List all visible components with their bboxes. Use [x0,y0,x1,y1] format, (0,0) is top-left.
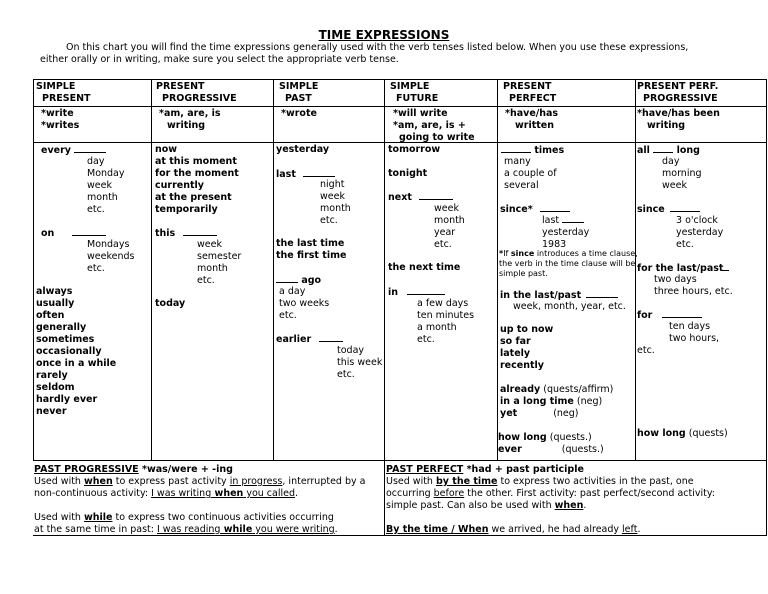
next-label: next [388,191,453,204]
earlier-label: earlier [276,333,343,346]
header-simple-future: SIMPLE FUTURE [390,81,439,104]
this-label: this [155,227,217,240]
since-label: since* [500,203,570,216]
form-simple-future: *will write *am, are, is + going to write [393,108,475,143]
form-present-perfect: *have/has written [505,108,559,131]
header-simple-past: SIMPLE PAST [279,81,319,104]
how-long-row: how long (quests.) [498,432,592,443]
since-list: last yesterday 1983 [542,215,590,250]
the-next-time: the next time [388,262,461,273]
tomorrow-label: tomorrow [388,144,441,155]
header-present-perfect: PRESENT PERFECT [503,81,557,104]
grid-line [766,79,767,461]
header-simple-present: SIMPLE PRESENT [36,81,91,104]
grid-line [33,79,767,80]
tense-chart [33,79,767,461]
past-tenses-section [33,461,767,537]
form-present-perf-progressive: *have/has been writing [637,108,720,131]
last-label: last [276,168,335,181]
page-title: TIME EXPRESSIONS [318,28,450,42]
next-list: week month year etc. [434,203,465,250]
for-the-last-list: two days three hours, etc. [654,274,733,297]
intro-line-2: either orally or in writing, make sure you select the appropriate verb tense. [40,54,399,65]
in-list: a few days ten minutes a month etc. [417,298,475,345]
for-list: ten days two hours, [669,321,720,344]
form-simple-present: *write *writes [41,108,80,131]
times-label: times [501,144,564,157]
tonight-label: tonight [388,168,428,179]
ago-label: ago [276,274,321,287]
on-list: Mondays weekends etc. [87,239,135,274]
all-long-label: all long [637,145,700,156]
all-list: day morning week [662,156,702,191]
past-perfect-line-1: Used with by the time to express two activities in the past, one [386,476,694,487]
intro-line-1: On this chart you will find the time expressions generally used with the verb tenses listed below. When you use these expressions, [66,42,689,53]
times-list: many a couple of several [504,156,557,191]
last-list: night week month etc. [320,179,351,226]
past-perfect-heading: PAST PERFECT *had + past participle [386,464,584,475]
grid-line [497,79,498,461]
ever-row: ever (quests.) [498,444,604,455]
form-present-progressive: *am, are, is writing [159,108,221,131]
past-progressive-line-4: at the same time in past: I was reading while you were writing. [34,524,338,535]
header-present-perf-progressive: PRESENT PERF. PROGRESSIVE [637,81,719,104]
past-progressive-heading: PAST PROGRESSIVE *was/were + -ing [34,464,233,475]
since-note: *If since introduces a time clause, the verb in the time clause will be simple past. [499,249,638,278]
since-label-perf-prog: since [637,203,700,216]
past-perfect-line-2: occurring before the other. First activity: past perfect/second activity: [386,488,715,499]
in-label: in [388,286,445,299]
past-progressive-line-1: Used with when to express past activity in progress, interrupted by a [34,476,366,487]
intro-text [40,42,736,66]
present-progressive-expressions: now at this moment for the moment currently at the present temporarily [155,144,239,215]
in-the-last-items: week, month, year, etc. [513,301,626,312]
grid-line [384,461,385,536]
ago-list: a day two weeks etc. [279,286,330,321]
header-present-progressive: PRESENT PROGRESSIVE [156,81,237,104]
form-simple-past: *wrote [281,108,317,119]
past-progressive-line-3: Used with while to express two continuous activities occurring [34,512,334,523]
grid-line [33,79,34,461]
this-list: week semester month etc. [197,239,242,286]
today-label: today [155,298,186,309]
long-time-row: in a long time (neg) [500,396,603,407]
grid-line [766,461,767,536]
for-etc: etc. [637,345,655,356]
frequency-adverbs: always usually often generally sometimes occasionally once in a while rarely seldom hardly ever never [36,286,117,417]
past-perfect-line-3: simple past. Can also be used with when. [386,500,587,511]
earlier-list: today this week etc. [337,345,383,380]
in-the-last-label: in the last/past [500,289,618,302]
for-the-last-label: for the last/past [637,262,729,275]
every-list: day Monday week month etc. [87,156,125,215]
already-row: already (quests/affirm) [500,384,614,395]
past-perfect-line-4: By the time / When we arrived, he had already left. [386,524,641,535]
grid-line [384,79,385,461]
how-long-row-perf-prog: how long (quests) [637,428,728,439]
yet-row: yet (neg) [500,408,579,419]
past-progressive-line-2: non-continuous activity: I was writing when you called. [34,488,299,499]
yesterday-label: yesterday [276,144,330,155]
grid-line [273,79,274,461]
for-label: for [637,309,702,322]
grid-line [33,106,767,107]
on-label: on [41,227,106,240]
since-list-perf-prog: 3 o'clock yesterday etc. [676,215,724,250]
grid-line [151,79,152,461]
up-to-now-list: up to now so far lately recently [500,324,554,371]
every-label: every [41,144,106,157]
the-last-time: the last time the first time [276,238,347,261]
